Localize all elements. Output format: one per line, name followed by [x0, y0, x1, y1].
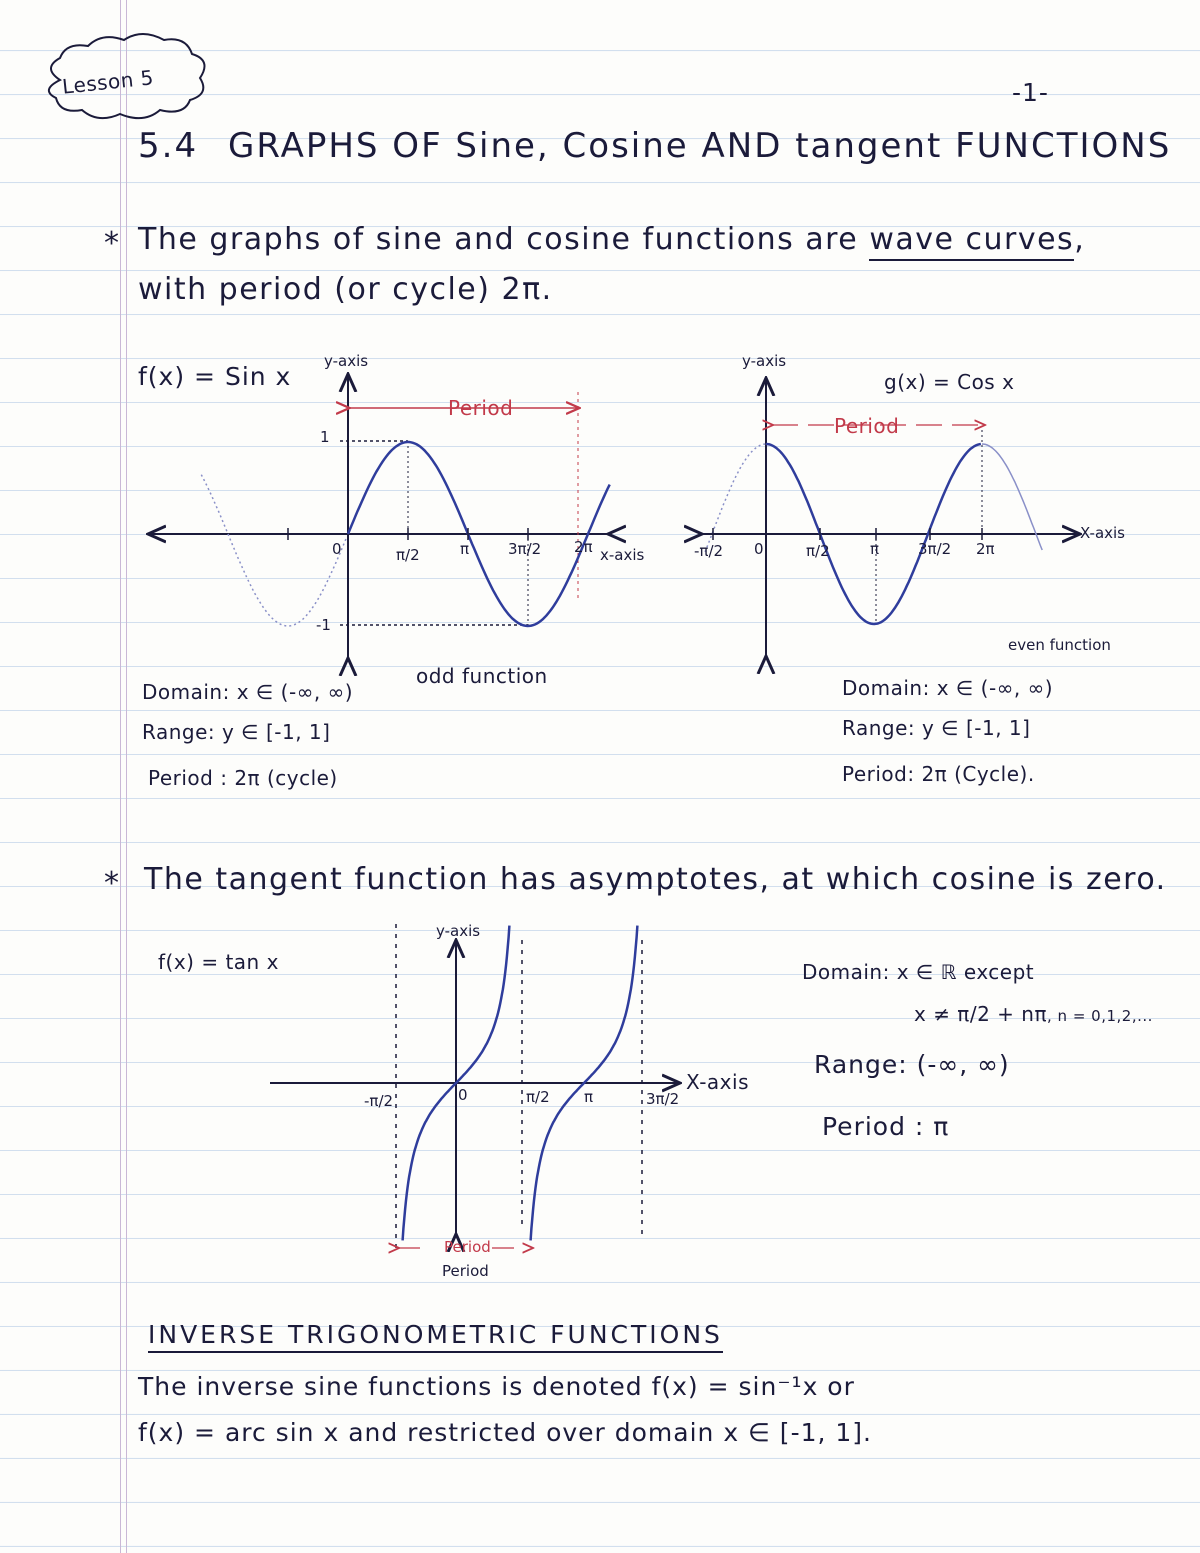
tangent-period-label-2: Period — [442, 1262, 489, 1280]
tangent-y-axis-label: y-axis — [436, 922, 481, 940]
tangent-func-label: f(x) = tan x — [158, 950, 279, 974]
tangent-x-axis-label: X-axis — [686, 1070, 749, 1094]
tangent-tick-pi: π — [584, 1088, 594, 1106]
tangent-domain: Domain: x ∈ ℝ except — [802, 960, 1035, 984]
tangent-tick-half-pi: π/2 — [526, 1088, 550, 1106]
sine-range: Range: y ∈ [-1, 1] — [142, 720, 331, 744]
sine-tick-pi: π — [460, 540, 470, 558]
cosine-tick-2pi: 2π — [976, 540, 995, 558]
tangent-period-label: Period — [444, 1238, 491, 1256]
sine-parity: odd function — [416, 664, 548, 688]
page-title: GRAPHS OF Sine, Cosine AND tangent FUNCTIONS — [228, 126, 1172, 166]
lesson-label: Lesson 5 — [60, 65, 155, 99]
tangent-tick-neg-half-pi: -π/2 — [364, 1092, 394, 1110]
sine-y-axis-label: y-axis — [324, 352, 369, 370]
tangent-period: Period : π — [822, 1112, 950, 1141]
sine-tick-1: 1 — [320, 428, 330, 446]
tangent-tick-3half-pi: 3π/2 — [646, 1090, 680, 1108]
sine-func-label: f(x) = Sin x — [138, 362, 292, 391]
intro-comma: , — [1074, 222, 1086, 257]
inverse-line1: The inverse sine functions is denoted f(x) = sin⁻¹x or — [138, 1372, 855, 1401]
tangent-range: Range: (-∞, ∞) — [814, 1050, 1010, 1079]
tangent-intro: The tangent function has asymptotes, at which cosine is zero. — [144, 862, 1167, 897]
cosine-period: Period: 2π (Cycle). — [842, 762, 1035, 786]
cosine-domain: Domain: x ∈ (-∞, ∞) — [842, 676, 1054, 700]
bullet-star: * — [104, 866, 121, 901]
cosine-y-axis-label: y-axis — [742, 352, 787, 370]
cosine-range: Range: y ∈ [-1, 1] — [842, 716, 1031, 740]
cosine-tick-half-pi: π/2 — [806, 542, 830, 560]
sine-tick-2pi: 2π — [574, 538, 593, 556]
bullet-star: * — [104, 226, 121, 261]
sine-domain: Domain: x ∈ (-∞, ∞) — [142, 680, 354, 704]
intro-text: The graphs of sine and cosine functions are — [138, 222, 859, 257]
cosine-tick-3half-pi: 3π/2 — [918, 540, 952, 558]
tangent-domain-cond — [914, 1002, 1153, 1026]
inverse-heading: INVERSE TRIGONOMETRIC FUNCTIONS — [148, 1320, 723, 1353]
cosine-tick-neg-half-pi: -π/2 — [694, 542, 724, 560]
sine-tick-0: 0 — [332, 540, 342, 558]
section-number: 5.4 — [138, 126, 199, 166]
cosine-parity: even function — [1008, 636, 1111, 654]
sine-tick-3half-pi: 3π/2 — [508, 540, 542, 558]
cosine-func-label: g(x) = Cos x — [884, 370, 1015, 394]
intro-emphasis: wave curves — [869, 222, 1074, 261]
inverse-line2: f(x) = arc sin x and restricted over domain x ∈ [-1, 1]. — [138, 1418, 872, 1447]
cosine-x-axis-label: X-axis — [1080, 524, 1125, 542]
tangent-domain-condition: x ≠ π/2 + nπ — [914, 1002, 1048, 1026]
intro-line2: with period (or cycle) 2π. — [138, 272, 553, 307]
sine-tick-neg1: -1 — [316, 616, 331, 634]
sine-tick-half-pi: π/2 — [396, 546, 420, 564]
cosine-tick-pi: π — [870, 540, 880, 558]
cosine-tick-0: 0 — [754, 540, 764, 558]
sine-period-label: Period — [448, 396, 514, 420]
sine-x-axis-label: x-axis — [600, 546, 645, 564]
sine-period: Period : 2π (cycle) — [148, 766, 338, 790]
tangent-tick-0: 0 — [458, 1086, 468, 1104]
page-number: -1- — [1012, 78, 1049, 107]
tangent-domain-n: , n = 0,1,2,... — [1047, 1007, 1153, 1025]
cosine-period-label: Period — [834, 414, 900, 438]
